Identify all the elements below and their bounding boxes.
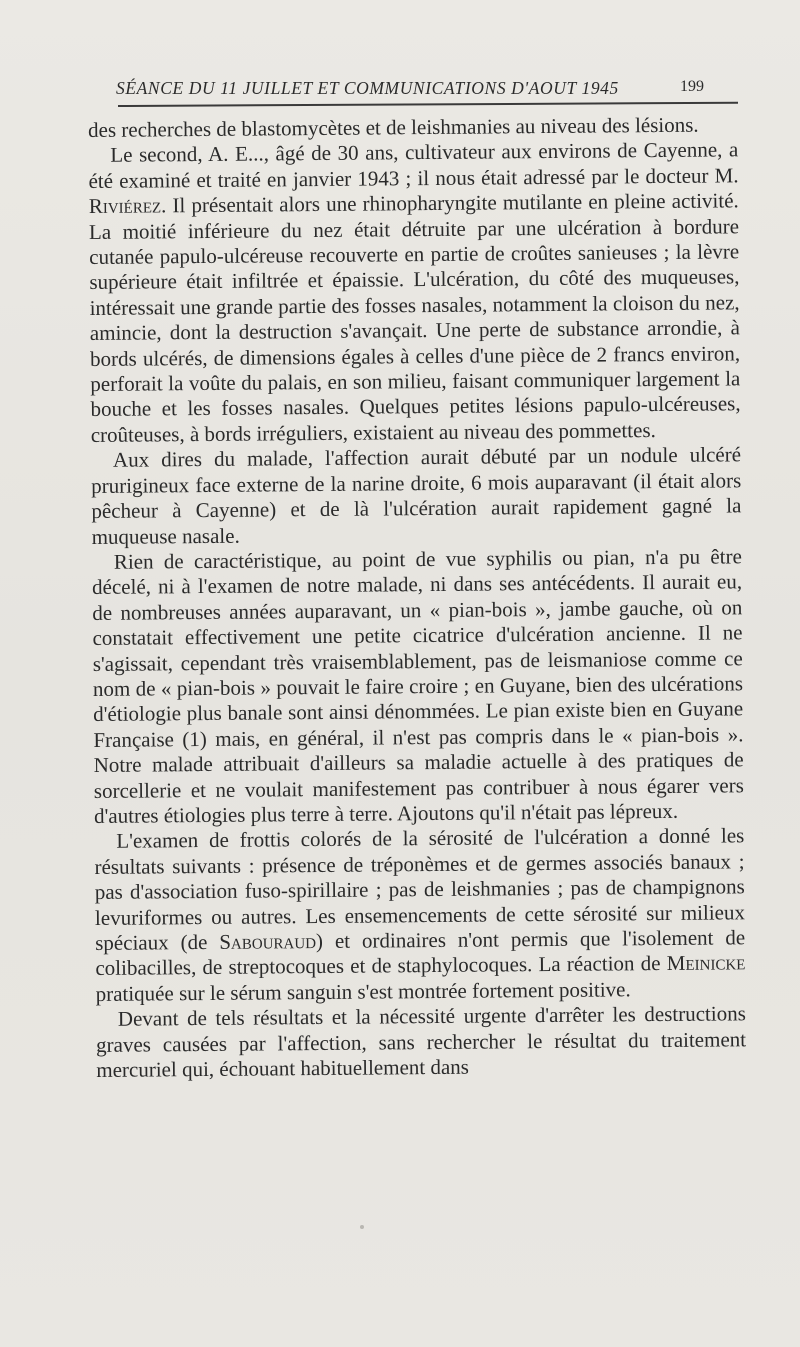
paragraph-text: Devant de tels résultats et la nécessité urgente d'arrêter les destructions graves causées par l'affection, sans rechercher le résultat du traitement mercuriel qui, échouant habituellement dans — [95, 1001, 747, 1082]
paragraph — [92, 544, 744, 829]
paragraph-text: Aux dires du malade, l'affection aurait débuté par un nodule ulcéré prurigineux face externe de la narine droite, 6 mois auparavant (il était alors pêcheur à Cayenne) et de là l'ulcération aurait rapidement gagné la muqueuse nasale. — [91, 442, 742, 549]
paragraph-text: des recherches de blastomycètes et de leishmanies au niveau des lésions. — [88, 112, 699, 142]
paragraph — [96, 1002, 747, 1084]
author-name: Meinicke — [666, 950, 746, 976]
page-header — [116, 70, 716, 104]
paragraph-text: . Il présentait alors une rhinopharyngite mutilante en pleine activité. La moitié inférieure du nez était détruite par une ulcération à bordure cutanée papulo-ulcéreuse recouverte en partie de croûtes sanieuses ; la lèvre supérieure était infiltrée et épaissie. L'ulcération, du côté des muqueuses, intéressait une grande partie des fosses nasales, notamment la cloison du nez, amincie, dont la destruction s'avançait. Une perte de substance arrondie, à bords ulcérés, de dimensions égales à celles d'une pièce de 2 francs environ, perforait la voûte du palais, en son milieu, faisant communiquer largement la bouche et les fosses nasales. Quelques petites lésions papulo-ulcéreuses, croûteuses, à bords irréguliers, existaient au niveau des pommettes. — [88, 188, 741, 447]
paragraph — [91, 443, 742, 550]
paper-speck — [360, 1225, 364, 1229]
paragraph-text: Rien de caractéristique, au point de vue syphilis ou pian, n'a pu être décelé, ni à l'examen de notre malade, ni dans ses antécédents. Il aurait eu, de nombreuses années auparavant, un « pian-bois », jambe gauche, où on constatait effectivement une petite cicatrice d'ulcération ancienne. Il ne s'agissait, cependant très vraisemblablement, pas de leismaniose comme ce nom de « pian-bois » pouvait le faire croire ; en Guyane, bien des ulcérations d'étiologie plus banale sont ainsi dénommées. Le pian existe bien en Guyane Française (1) mais, en général, il n'est pas compris dans le « pian-bois ». Notre malade attribuait d'ailleurs sa maladie actuelle à des pratiques de sorcellerie et ne voulait manifestement pas contribuer à nous égarer vers d'autres étiologies plus terre à terre. Ajoutons qu'il n'était pas lépreux. — [91, 544, 744, 828]
paragraph-text: L'examen de frottis colorés de la sérosité de l'ulcération a donné les résultats suivants : présence de tréponèmes et de germes associés banaux ; pas d'association fuso-spirillaire ; pas de leishmanies ; pas de champignons levuriformes ou autres. Les ensemencements de cette sérosité sur milieux spéciaux (de — [94, 823, 746, 955]
body-text — [88, 112, 746, 1083]
paragraph — [94, 824, 746, 1008]
running-head: SÉANCE DU 11 JUILLET ET COMMUNICATIONS D'AOUT 1945 — [116, 78, 619, 98]
author-name: Sabouraud — [219, 929, 317, 954]
paragraph-text: Le second, A. E..., âgé de 30 ans, cultivateur aux environs de Cayenne, a été examiné et traité en janvier 1943 ; il nous était adressé par le docteur M. — [88, 137, 739, 193]
page-number: 199 — [680, 78, 704, 95]
paragraph — [88, 138, 741, 449]
author-name: Riviérez — [88, 193, 162, 219]
paragraph-text: ) et ordinaires n'ont permis que l'isolement de colibacilles, de streptocoques et de staphylocoques. La réaction de — [95, 925, 746, 981]
paragraph-text: pratiquée sur le sérum sanguin s'est montrée fortement positive. — [95, 977, 631, 1006]
